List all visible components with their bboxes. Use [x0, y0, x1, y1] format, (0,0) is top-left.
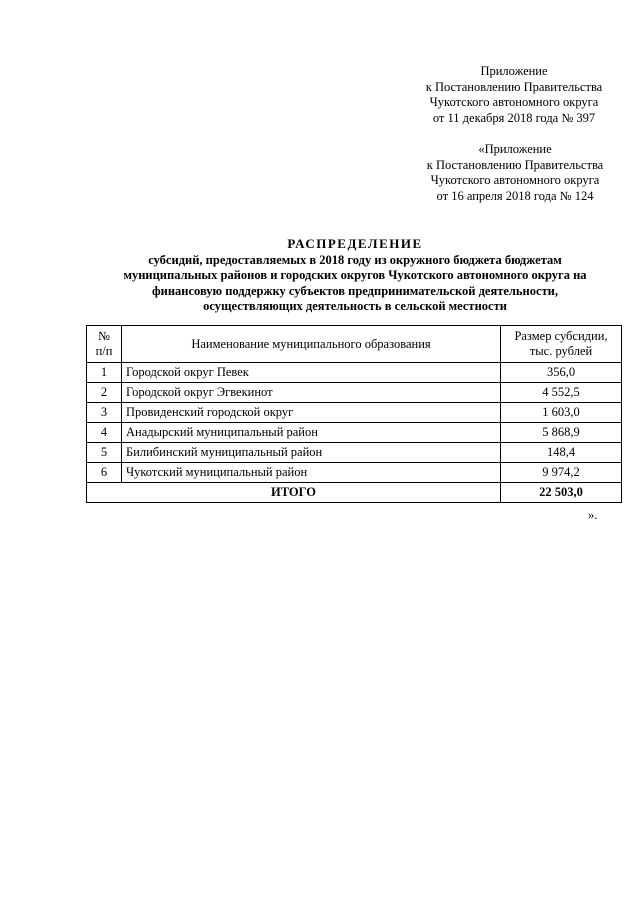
document-subtitle — [90, 253, 620, 315]
row-name: Чукотский муниципальный район — [122, 463, 501, 483]
row-value: 356,0 — [501, 363, 622, 383]
row-name: Билибинский муниципальный район — [122, 443, 501, 463]
row-num: 3 — [87, 403, 122, 423]
row-value: 9 974,2 — [501, 463, 622, 483]
row-num: 2 — [87, 383, 122, 403]
appendix-header — [400, 64, 628, 126]
row-value: 5 868,9 — [501, 423, 622, 443]
closing-quote-mark: ». — [588, 508, 598, 522]
row-name: Провиденский городской округ — [122, 403, 501, 423]
appendix-line: Приложение — [480, 64, 548, 78]
table-row — [87, 403, 622, 423]
table-row — [87, 363, 622, 383]
table-row — [87, 463, 622, 483]
subtitle-line: осуществляющих деятельность в сельской местности — [203, 299, 507, 313]
row-name: Анадырский муниципальный район — [122, 423, 501, 443]
table-header-row — [87, 326, 622, 363]
row-name: Городской округ Певек — [122, 363, 501, 383]
appendix-line: от 11 декабря 2018 года № 397 — [432, 110, 596, 125]
table-row — [87, 423, 622, 443]
subtitle-line: субсидий, предоставляемых в 2018 году из окружного бюджета бюджетам — [148, 252, 562, 267]
table-row — [87, 383, 622, 403]
header-value-line1: Размер субсидии, — [514, 329, 608, 343]
total-row — [87, 483, 622, 503]
header-value-line2: тыс. рублей — [529, 344, 593, 358]
row-num: 6 — [87, 463, 122, 483]
header-num-line2: п/п — [95, 344, 113, 358]
row-value: 4 552,5 — [501, 383, 622, 403]
total-label: ИТОГО — [87, 483, 501, 503]
appendix-line: «Приложение — [478, 142, 552, 156]
header-num-line1: № — [98, 329, 110, 343]
row-num: 4 — [87, 423, 122, 443]
table-row — [87, 443, 622, 463]
appendix-line: Чукотского автономного округа — [429, 95, 599, 109]
subsidy-table — [86, 325, 622, 503]
row-name: Городской округ Эгвекинот — [122, 383, 501, 403]
title-block — [90, 236, 620, 315]
appendix-line: от 16 апреля 2018 года № 124 — [436, 188, 594, 203]
subtitle-line: муниципальных районов и городских округов Чукотского автономного округа на — [123, 268, 587, 282]
subtitle-line: финансовую поддержку субъектов предпринимательской деятельности, — [151, 283, 559, 298]
appendix-line: Чукотского автономного округа — [430, 173, 600, 187]
total-value: 22 503,0 — [501, 483, 622, 503]
appendix-line: к Постановлению Правительства — [425, 79, 603, 94]
row-num: 1 — [87, 363, 122, 383]
header-num — [87, 326, 122, 363]
row-value: 1 603,0 — [501, 403, 622, 423]
row-num: 5 — [87, 443, 122, 463]
appendix-line: к Постановлению Правительства — [426, 157, 604, 172]
document-title: РАСПРЕДЕЛЕНИЕ — [287, 236, 423, 251]
row-value: 148,4 — [501, 443, 622, 463]
previous-appendix-header — [410, 142, 620, 204]
header-value — [501, 326, 622, 363]
header-name: Наименование муниципального образования — [122, 326, 501, 363]
